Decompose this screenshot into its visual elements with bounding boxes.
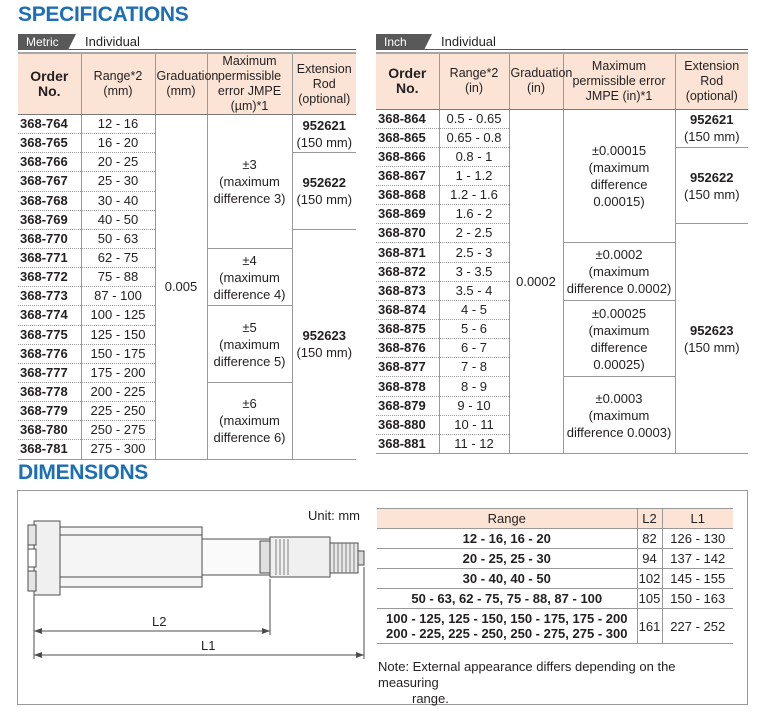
extension-rod-value — [292, 115, 356, 153]
range-value: 125 - 150 — [81, 325, 155, 344]
range-value: 3 - 3.5 — [439, 262, 509, 281]
metric-individual-label: Individual — [85, 34, 140, 49]
order-no: 368-767 — [18, 172, 81, 191]
mpe-value — [207, 382, 292, 459]
order-no: 368-765 — [18, 134, 81, 153]
order-no: 368-877 — [376, 358, 439, 377]
range-value: 75 - 88 — [81, 268, 155, 287]
mpe-note: (maximum difference 0.0002) — [566, 264, 672, 297]
order-no: 368-769 — [18, 210, 81, 229]
header-extension-rod: Extension Rod (optional) — [675, 53, 748, 109]
range-value: 275 - 300 — [81, 440, 155, 459]
range-value: 50 - 63 — [81, 229, 155, 248]
mpe-tolerance: ±0.0002 — [595, 247, 643, 263]
order-no: 368-879 — [376, 396, 439, 415]
rod-length: (150 mm) — [683, 129, 740, 145]
range-value: 4 - 5 — [439, 300, 509, 319]
order-no: 368-781 — [18, 440, 81, 459]
graduation-value: 0.0002 — [509, 109, 563, 454]
mpe-value — [207, 115, 292, 249]
range-value: 1 - 1.2 — [439, 166, 509, 185]
order-no: 368-876 — [376, 339, 439, 358]
metric-spec-table — [18, 52, 356, 460]
dim-range: 50 - 63, 62 - 75, 75 - 88, 87 - 100 — [377, 589, 637, 609]
range-value: 12 - 16 — [81, 115, 155, 134]
inch-spec-table — [376, 52, 748, 454]
mpe-value — [207, 248, 292, 305]
dimensions-title: DIMENSIONS — [18, 461, 149, 484]
dim-l1: 227 - 252 — [662, 609, 733, 644]
extension-rod-value — [675, 109, 748, 147]
rod-length: (150 mm) — [683, 186, 740, 202]
rod-length: (150 mm) — [296, 345, 353, 361]
inch-tag: Inch — [376, 34, 424, 50]
spec-row — [18, 115, 356, 134]
extension-rod-value — [675, 147, 748, 224]
range-value: 10 - 11 — [439, 415, 509, 434]
dimensions-table — [377, 508, 733, 644]
range-value: 6 - 7 — [439, 339, 509, 358]
range-value: 5 - 6 — [439, 320, 509, 339]
header-extension-rod: Extension Rod (optional) — [292, 53, 356, 115]
note-text — [378, 659, 738, 707]
mpe-note: (maximum difference 4) — [213, 269, 286, 302]
order-no: 368-867 — [376, 166, 439, 185]
mpe-tolerance: ±4 — [242, 252, 257, 268]
note-line: Note: External appearance differs depending on the measuring — [378, 659, 676, 690]
order-no: 368-874 — [376, 300, 439, 319]
order-no: 368-773 — [18, 287, 81, 306]
range-value: 0.65 - 0.8 — [439, 128, 509, 147]
header-graduation: Graduation (mm) — [155, 53, 207, 115]
mpe-note: (maximum difference 6) — [213, 413, 286, 446]
mpe-value — [563, 300, 675, 377]
range-value: 40 - 50 — [81, 210, 155, 229]
range-value: 8 - 9 — [439, 377, 509, 396]
order-no: 368-768 — [18, 191, 81, 210]
order-no: 368-772 — [18, 268, 81, 287]
mpe-value — [563, 109, 675, 243]
range-value: 3.5 - 4 — [439, 281, 509, 300]
dim-l1: 145 - 155 — [662, 569, 733, 589]
order-no: 368-868 — [376, 186, 439, 205]
mpe-note: (maximum difference 5) — [213, 336, 286, 369]
range-value: 225 - 250 — [81, 402, 155, 421]
range-value: 11 - 12 — [439, 434, 509, 453]
order-no: 368-776 — [18, 344, 81, 363]
header-graduation: Graduation (in) — [509, 53, 563, 109]
dim-range: 100 - 125, 125 - 150, 150 - 175, 175 - 200 200 - 225, 225 - 250, 250 - 275, 275 - 300 — [377, 609, 637, 644]
header-range: Range*2 (in) — [439, 53, 509, 109]
order-no: 368-869 — [376, 205, 439, 224]
header-order-no: Order No. — [376, 53, 439, 109]
mpe-value — [207, 306, 292, 383]
extension-rod-value — [675, 224, 748, 454]
measuring-head — [34, 521, 60, 595]
order-no: 368-780 — [18, 421, 81, 440]
mpe-tolerance: ±5 — [242, 319, 257, 335]
mpe-note: (maximum difference 0.0003) — [566, 407, 672, 440]
order-no: 368-881 — [376, 434, 439, 453]
range-value: 1.6 - 2 — [439, 205, 509, 224]
mpe-tolerance: ±3 — [242, 156, 257, 172]
unit-label: Unit: mm — [308, 508, 360, 523]
dim-range: 30 - 40, 40 - 50 — [377, 569, 637, 589]
order-no: 368-766 — [18, 153, 81, 172]
mpe-tolerance: ±0.0003 — [595, 390, 643, 406]
l1-label: L1 — [201, 638, 216, 653]
range-value: 25 - 30 — [81, 172, 155, 191]
header-mpe: Maximum permissible error JMPE (in)*1 — [563, 53, 675, 109]
extension-rod-value — [292, 153, 356, 230]
dim-l2: 161 — [637, 609, 662, 644]
rod-code: 952621 — [302, 117, 346, 133]
micrometer-body — [60, 527, 202, 587]
rod-code: 952623 — [690, 322, 734, 338]
mpe-value — [563, 243, 675, 300]
order-no: 368-777 — [18, 363, 81, 382]
order-no: 368-864 — [376, 109, 439, 128]
spec-row — [376, 109, 748, 128]
mpe-value — [563, 377, 675, 454]
header-order-no: Order No. — [18, 53, 81, 115]
order-no: 368-873 — [376, 281, 439, 300]
inch-individual-label: Individual — [441, 34, 496, 49]
range-value: 175 - 200 — [81, 363, 155, 382]
range-value: 87 - 100 — [81, 287, 155, 306]
dim-l2: 94 — [637, 549, 662, 569]
dim-l1: 137 - 142 — [662, 549, 733, 569]
order-no: 368-870 — [376, 224, 439, 243]
range-value: 9 - 10 — [439, 396, 509, 415]
range-value: 100 - 125 — [81, 306, 155, 325]
order-no: 368-764 — [18, 115, 81, 134]
note-line-continued: range. — [412, 691, 449, 706]
specifications-title: SPECIFICATIONS — [18, 3, 189, 26]
order-no: 368-875 — [376, 320, 439, 339]
range-value: 200 - 225 — [81, 382, 155, 401]
order-no: 368-871 — [376, 243, 439, 262]
range-value: 250 - 275 — [81, 421, 155, 440]
rod-length: (150 mm) — [683, 339, 740, 355]
micrometer-drawing — [24, 505, 374, 665]
order-no: 368-872 — [376, 262, 439, 281]
inch-tag-underline — [376, 49, 748, 50]
order-no: 368-866 — [376, 147, 439, 166]
dim-header-range: Range — [377, 509, 637, 529]
dim-header-l1: L1 — [662, 509, 733, 529]
rod-code: 952621 — [690, 112, 734, 128]
dim-l2: 82 — [637, 529, 662, 549]
dim-l1: 150 - 163 — [662, 589, 733, 609]
order-no: 368-771 — [18, 248, 81, 267]
mpe-tolerance: ±0.00025 — [591, 305, 647, 321]
header-range: Range*2 (mm) — [81, 53, 155, 115]
order-no: 368-880 — [376, 415, 439, 434]
range-value: 0.8 - 1 — [439, 147, 509, 166]
range-value: 62 - 75 — [81, 248, 155, 267]
rod-code: 952623 — [302, 328, 346, 344]
dim-l2: 105 — [637, 589, 662, 609]
extension-rod-value — [292, 229, 356, 459]
metric-tag-underline — [18, 49, 356, 50]
micrometer-thimble — [270, 537, 330, 577]
range-value: 20 - 25 — [81, 153, 155, 172]
order-no: 368-778 — [18, 382, 81, 401]
mpe-tolerance: ±6 — [242, 396, 257, 412]
dim-l2: 102 — [637, 569, 662, 589]
range-value: 2 - 2.5 — [439, 224, 509, 243]
rod-code: 952622 — [302, 175, 346, 191]
range-value: 0.5 - 0.65 — [439, 109, 509, 128]
order-no: 368-775 — [18, 325, 81, 344]
dim-l1: 126 - 130 — [662, 529, 733, 549]
dim-row — [377, 609, 733, 644]
range-value: 1.2 - 1.6 — [439, 186, 509, 205]
rod-length: (150 mm) — [296, 134, 353, 150]
rod-code: 952622 — [690, 169, 734, 185]
order-no: 368-779 — [18, 402, 81, 421]
dim-range: 20 - 25, 25 - 30 — [377, 549, 637, 569]
dim-header-l2: L2 — [637, 509, 662, 529]
rod-length: (150 mm) — [296, 192, 353, 208]
dim-row — [377, 549, 733, 569]
range-value: 30 - 40 — [81, 191, 155, 210]
dim-range: 12 - 16, 16 - 20 — [377, 529, 637, 549]
order-no: 368-770 — [18, 229, 81, 248]
metric-tag: Metric — [18, 34, 68, 50]
mpe-note: (maximum difference 0.00015) — [588, 159, 650, 209]
mpe-note: (maximum difference 3) — [213, 173, 286, 206]
mpe-tolerance: ±0.00015 — [591, 142, 647, 158]
order-no: 368-865 — [376, 128, 439, 147]
mpe-note: (maximum difference 0.00025) — [588, 322, 650, 372]
dim-row — [377, 589, 733, 609]
dim-row — [377, 529, 733, 549]
l2-label: L2 — [152, 614, 167, 629]
order-no: 368-774 — [18, 306, 81, 325]
dim-row — [377, 569, 733, 589]
graduation-value: 0.005 — [155, 115, 207, 460]
order-no: 368-878 — [376, 377, 439, 396]
range-value: 150 - 175 — [81, 344, 155, 363]
header-mpe: Maximum permissible error JMPE (µm)*1 — [207, 53, 292, 115]
range-value: 2.5 - 3 — [439, 243, 509, 262]
range-value: 7 - 8 — [439, 358, 509, 377]
range-value: 16 - 20 — [81, 134, 155, 153]
